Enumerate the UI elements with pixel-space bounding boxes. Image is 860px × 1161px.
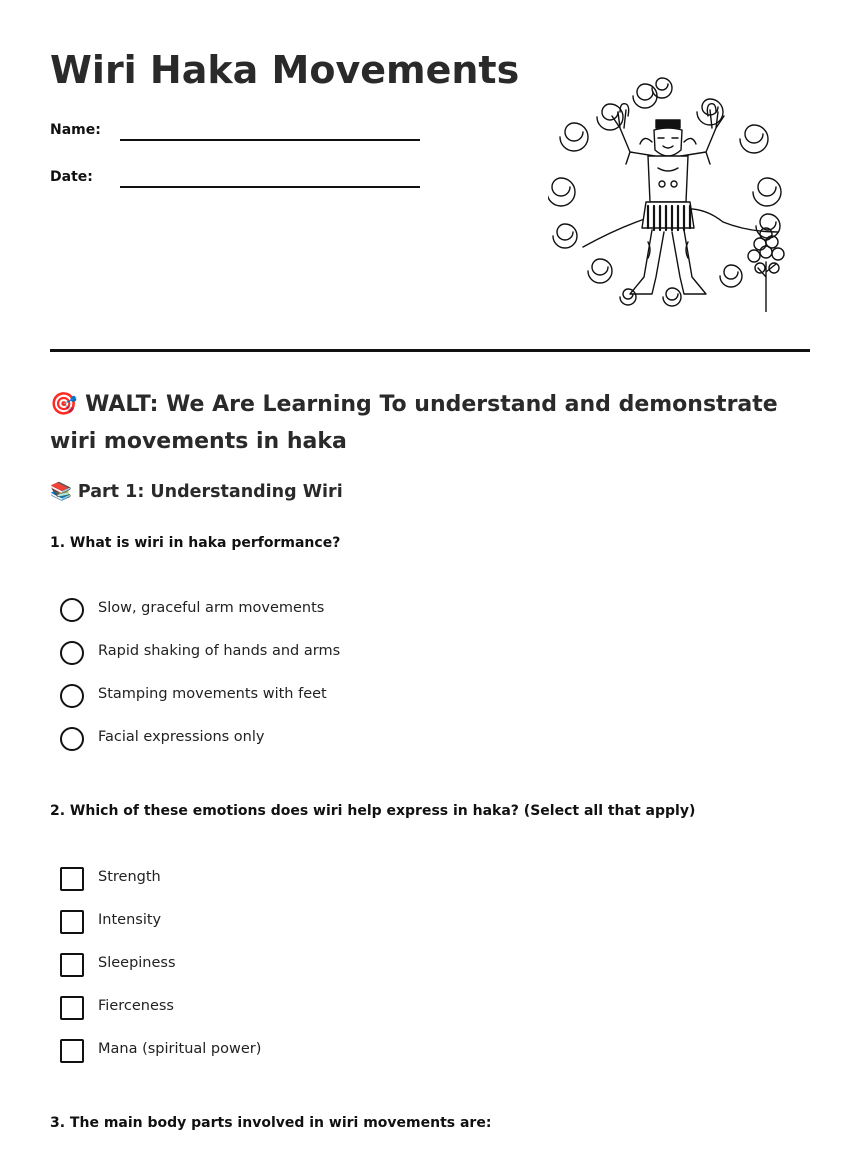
part1-title: Part 1: Understanding Wiri [77,482,343,502]
part1-heading [50,482,343,502]
haka-performer-illustration [548,72,794,312]
q1-option-label: Facial expressions only [98,729,265,745]
name-field[interactable] [50,122,430,152]
question-3: 3. The main body parts involved in wiri movements are: [50,1115,492,1131]
question-2: 2. Which of these emotions does wiri help express in haka? (Select all that apply) [50,803,696,819]
q2-option-label: Fierceness [98,998,174,1014]
radio-button[interactable] [60,727,84,751]
q2-option-label: Intensity [98,912,162,928]
date-field[interactable] [50,169,430,199]
q2-option-label: Sleepiness [98,955,176,971]
radio-button[interactable] [60,598,84,622]
radio-button[interactable] [60,684,84,708]
q2-option[interactable] [60,1039,660,1065]
q2-option[interactable] [60,867,660,893]
name-input-line[interactable] [120,139,420,141]
radio-button[interactable] [60,641,84,665]
q1-option[interactable] [60,598,660,624]
books-icon: 📚 [50,482,72,502]
checkbox[interactable] [60,910,84,934]
question-1: 1. What is wiri in haka performance? [50,535,341,551]
tree [748,228,784,312]
checkbox[interactable] [60,1039,84,1063]
q2-option-label: Strength [98,869,161,885]
q1-option-label: Rapid shaking of hands and arms [98,643,341,659]
checkbox[interactable] [60,867,84,891]
q2-option[interactable] [60,996,660,1022]
walt-text: WALT: We Are Learning To understand and demonstrate wiri movements in haka [50,392,778,454]
page-title: Wiri Haka Movements [50,48,520,92]
checkbox[interactable] [60,996,84,1020]
walt-heading [50,386,810,460]
date-input-line[interactable] [120,186,420,188]
q2-option[interactable] [60,953,660,979]
checkbox[interactable] [60,953,84,977]
q2-option-label: Mana (spiritual power) [98,1041,262,1057]
target-icon: 🎯 [50,392,78,417]
q1-option[interactable] [60,641,660,667]
q1-option-label: Slow, graceful arm movements [98,600,325,616]
performer-figure [612,104,724,294]
date-label: Date: [50,169,93,185]
header-divider [50,349,810,352]
q2-option[interactable] [60,910,660,936]
name-label: Name: [50,122,101,138]
q1-option[interactable] [60,727,660,753]
worksheet-page [50,0,810,1161]
q1-option-label: Stamping movements with feet [98,686,327,702]
q1-option[interactable] [60,684,660,710]
